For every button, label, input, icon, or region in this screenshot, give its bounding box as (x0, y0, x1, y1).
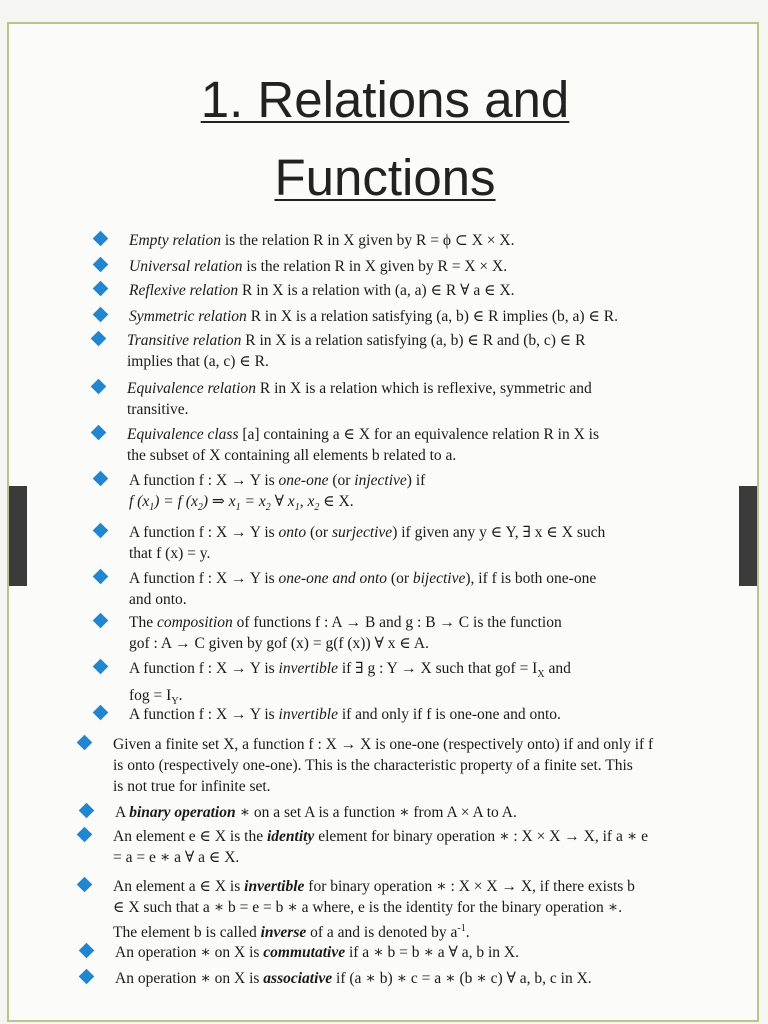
diamond-bullet-icon (91, 379, 107, 395)
list-item-symmetric-relation: Symmetric relation R in X is a relation satisfying (a, b) ∈ R implies (b, a) ∈ R. (129, 306, 618, 327)
list-item-onto: A function f : X → Y is onto (or surjective) if given any y ∈ Y, ∃ x ∈ X such that f (x) = y. (129, 522, 605, 564)
diamond-bullet-icon (77, 877, 93, 893)
list-item-invertible-iff: A function f : X → Y is invertible if and only if f is one-one and onto. (129, 704, 561, 725)
list-item-transitive-relation: Transitive relation R in X is a relation satisfying (a, b) ∈ R and (b, c) ∈ R implies that (a, c) ∈ R. (127, 330, 585, 372)
slide-frame (7, 22, 759, 1022)
list-item-invertible-function: A function f : X → Y is invertible if ∃ g : Y → X such that gof = $I_X$ and fog = $I_Y$. (129, 658, 571, 712)
diamond-bullet-icon (79, 943, 95, 959)
list-item-bijective: A function f : X → Y is one-one and onto (or bijective), if f is both one-one and onto. (129, 568, 596, 610)
list-item-universal-relation: Universal relation is the relation R in X given by R = X × X. (129, 256, 507, 277)
list-item-one-one: A function f : X → Y is one-one (or injective) if f $(x_1) = f$ $(x_2)$ ⇒ $x_1 = x_2$ ∀ $x_1$, $x_2$ ∈ X. (129, 470, 425, 518)
list-item-identity-element: An element e ∈ X is the identity element for binary operation ∗ : X × X → X, if a ∗ e = a = e ∗ a ∀ a ∈ X. (113, 826, 648, 868)
diamond-bullet-icon (93, 705, 109, 721)
diamond-bullet-icon (93, 471, 109, 487)
list-item-empty-relation: Empty relation is the relation R in X given by R = ϕ ⊂ X × X. (129, 230, 514, 251)
diamond-bullet-icon (93, 613, 109, 629)
diamond-bullet-icon (91, 425, 107, 441)
list-item-equivalence-relation: Equivalence relation R in X is a relation which is reflexive, symmetric and transitive. (127, 378, 592, 420)
injective-formula: f $(x_1) = f$ $(x_2)$ ⇒ $x_1 = x_2$ ∀ $x_1$, $x_2$ ∈ X. (129, 493, 354, 513)
diamond-bullet-icon (91, 331, 107, 347)
diamond-bullet-icon (79, 803, 95, 819)
list-item-binary-operation: A binary operation ∗ on a set A is a function ∗ from A × A to A. (115, 802, 517, 823)
list-item-composition: The composition of functions f : A → B and g : B → C is the function gof : A → C given by gof (x) = g(f (x)) ∀ x ∈ A. (129, 612, 562, 654)
diamond-bullet-icon (93, 569, 109, 585)
diamond-bullet-icon (93, 307, 109, 323)
diamond-bullet-icon (79, 969, 95, 985)
diamond-bullet-icon (77, 827, 93, 843)
list-item-reflexive-relation: Reflexive relation R in X is a relation with (a, a) ∈ R ∀ a ∈ X. (129, 280, 515, 301)
page-title-line2: Functions (274, 149, 496, 206)
list-item-commutative: An operation ∗ on X is commutative if a ∗ b = b ∗ a ∀ a, b in X. (115, 942, 519, 963)
list-item-associative: An operation ∗ on X is associative if (a ∗ b) ∗ c = a ∗ (b ∗ c) ∀ a, b, c in X. (115, 968, 592, 989)
page-title-line1: 1. Relations and (200, 71, 570, 128)
list-item-equivalence-class: Equivalence class [a] containing a ∈ X for an equivalence relation R in X is the subset of X containing all elements b related to a. (127, 424, 599, 466)
diamond-bullet-icon (93, 257, 109, 273)
diamond-bullet-icon (93, 281, 109, 297)
diamond-bullet-icon (93, 231, 109, 247)
diamond-bullet-icon (93, 523, 109, 539)
list-item-finite-set: Given a finite set X, a function f : X → X is one-one (respectively onto) if and only if f is onto (respectively one-one). This is the characteristic property of a finite set. This is not true for infinite set. (113, 734, 653, 797)
diamond-bullet-icon (77, 735, 93, 751)
diamond-bullet-icon (93, 659, 109, 675)
list-item-invertible-element: An element a ∈ X is invertible for binary operation ∗ : X × X → X, if there exists b ∈ X such that a ∗ b = e = b ∗ a where, e is the identity for the binary operation ∗. The element b is called inverse of a and is denoted by $a^{-1}$. (113, 876, 635, 943)
right-tab-marker (739, 486, 757, 586)
left-tab-marker (9, 486, 27, 586)
